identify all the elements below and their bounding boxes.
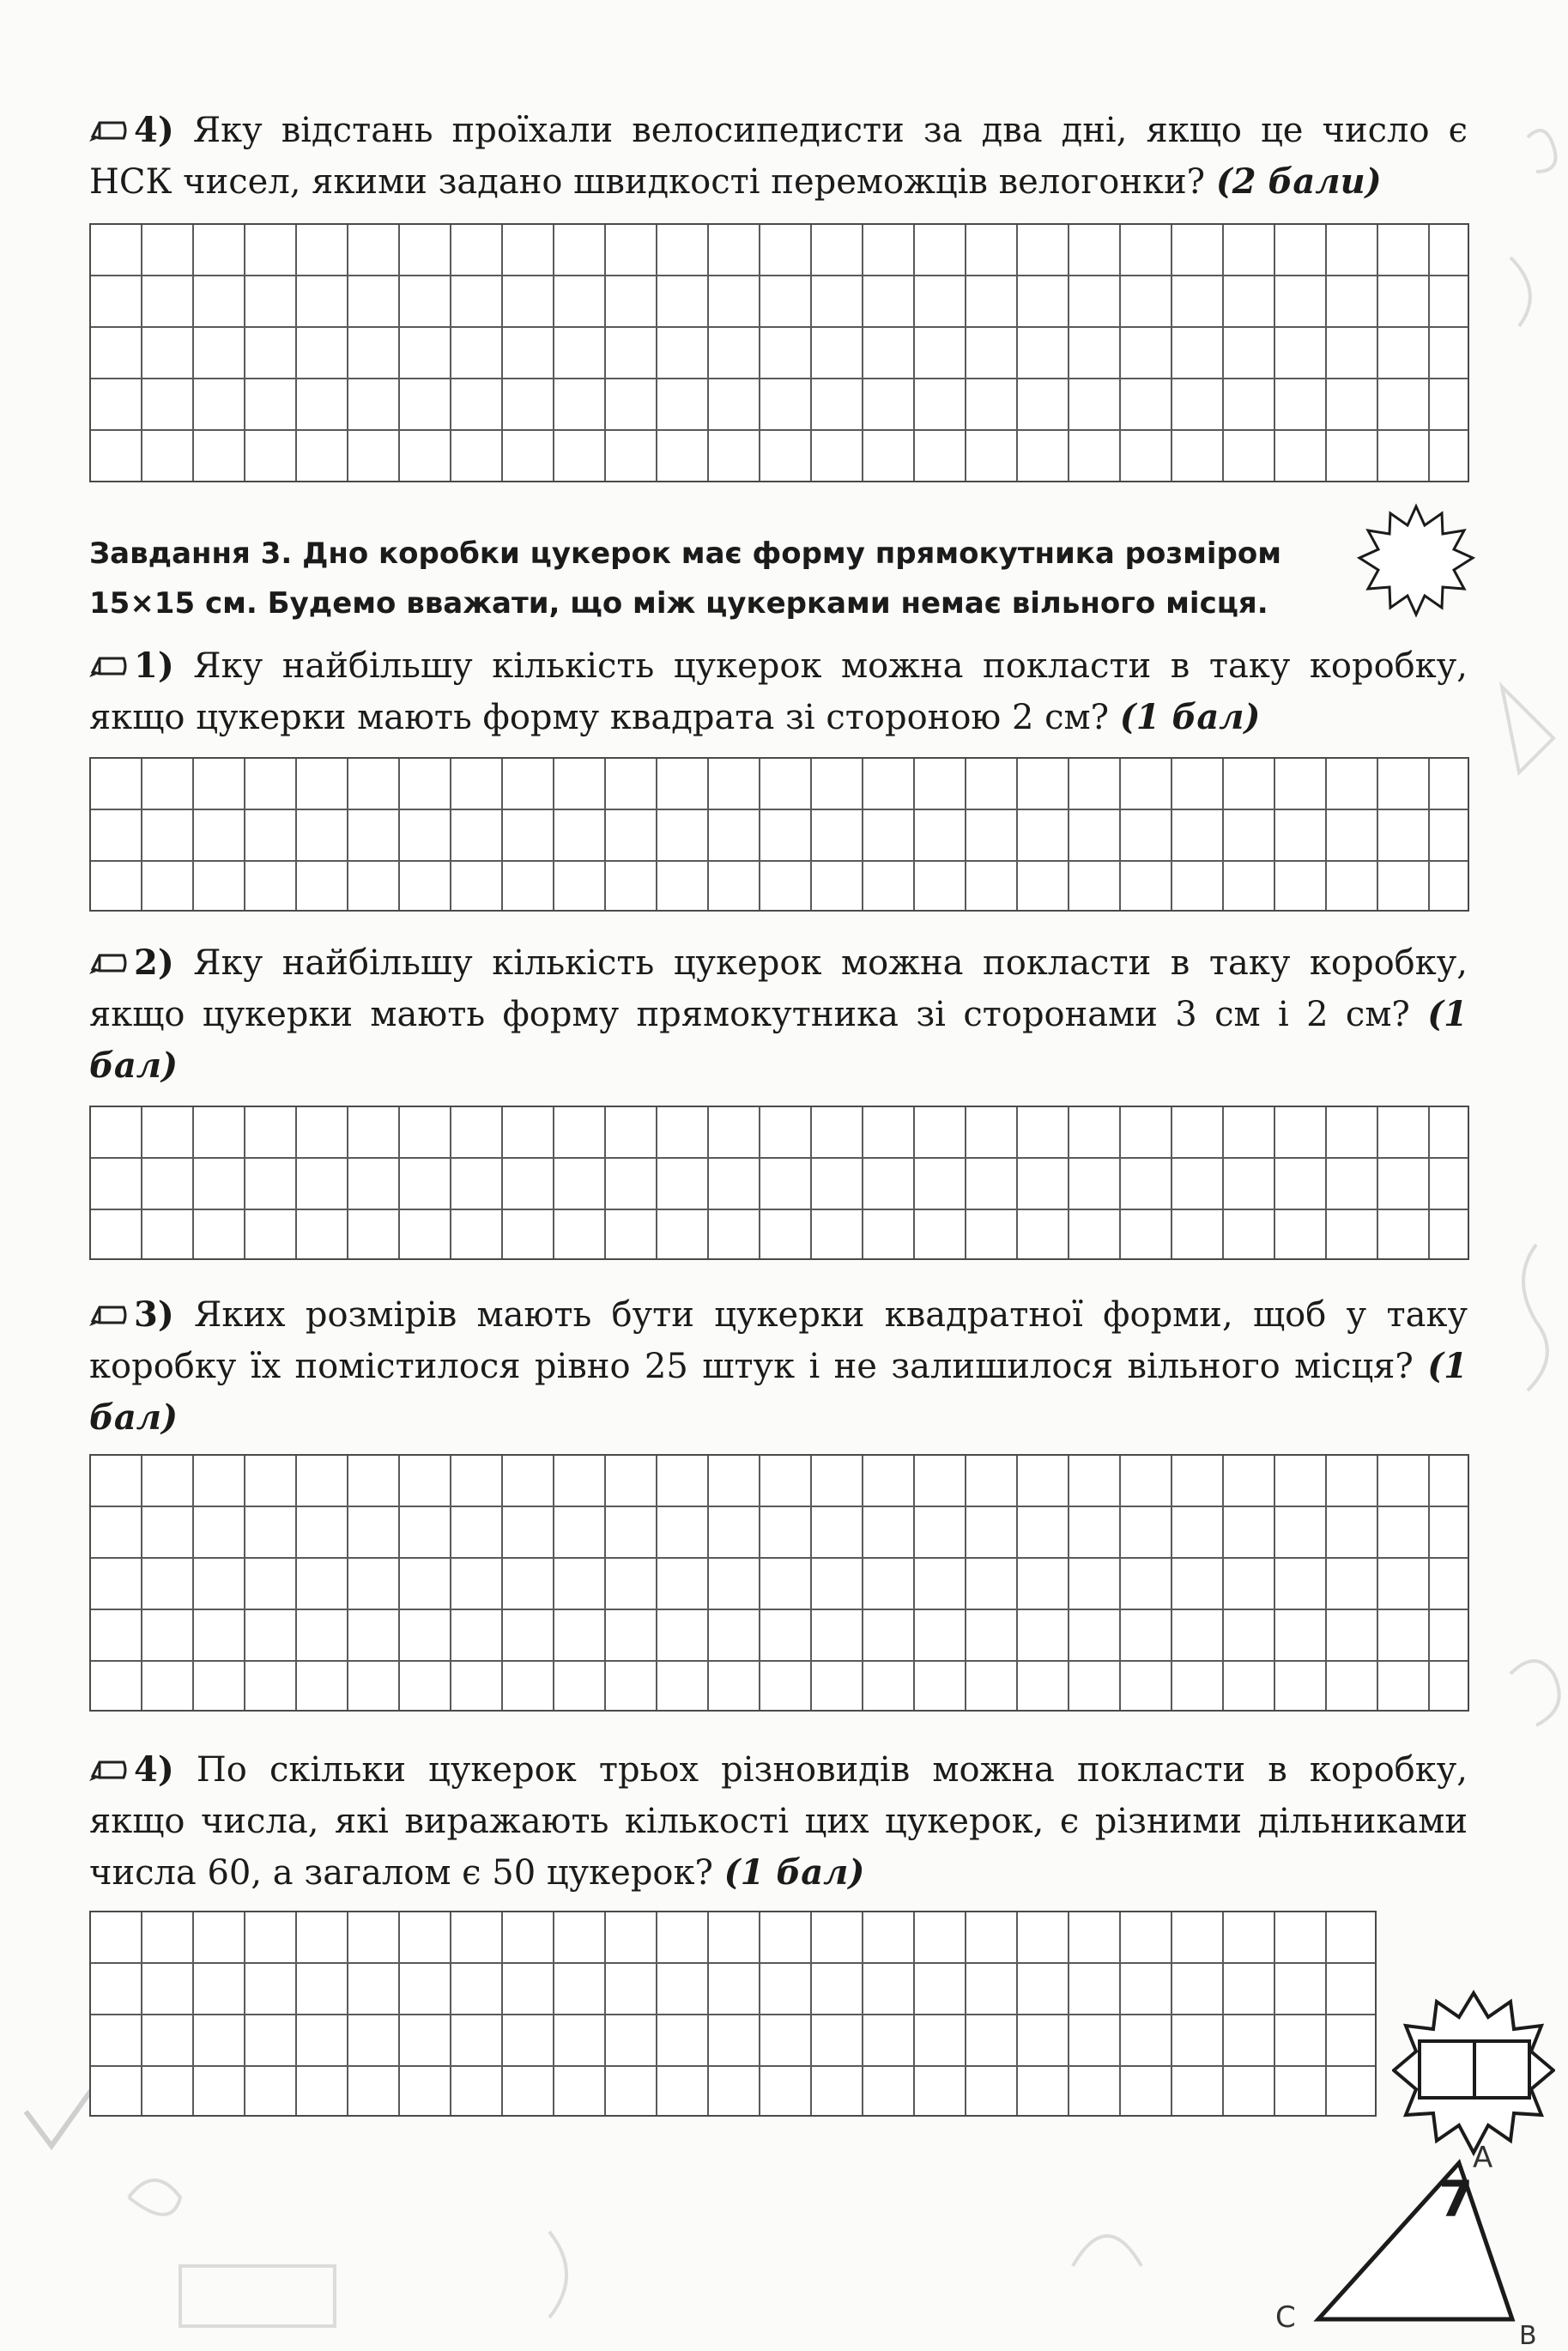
answer-grid-q1[interactable] [89,757,1469,912]
pencil-icon [89,939,129,965]
page-number: 7 [1438,2170,1474,2228]
triangle-label-a: A [1473,2141,1493,2175]
question-2: 2) Яку найбільшу кількість цукерок можна покласти в таку коробку, якщо цукерки мають форму прямокутника зі сторонами 3 см і 2 см? (1 бал) [89,937,1468,1092]
question-4-distance: 4) Яку відстань проїхали велосипедисти за два дні, якщо це число є НСК чисел, якими задано швидкості переможців велогонки? (2 бали) [89,105,1468,208]
answer-grid-1[interactable] [89,223,1469,482]
answer-grid-q2[interactable] [89,1106,1469,1260]
question-3: 3) Яких розмірів мають бути цукерки квадратної форми, щоб у таку коробку їх помістилося рівно 25 штук і не залишилося вільного місця? (1 бал) [89,1289,1468,1444]
pencil-icon [89,106,129,132]
triangle-abc-icon [1279,2151,1536,2340]
score-box-icon [1392,1988,1555,2160]
pencil-icon [89,1291,129,1317]
task-3-statement: Завдання 3. Дно коробки цукерок має форму прямокутника розміром 15×15 см. Будемо вважати, що між цукерками немає вільного місця. [89,536,1282,621]
answer-grid-q4[interactable] [89,1911,1377,2117]
triangle-label-b: B [1519,2321,1537,2351]
task-3-title: Завдання 3. [89,536,293,571]
question-4-candies: 4) По скільки цукерок трьох різновидів можна покласти в коробку, якщо числа, які виражають кількості цих цукерок, є різними дільниками числа 60, а загалом є 50 цукерок? (1 бал) [89,1744,1468,1899]
triangle-label-c: C [1275,2300,1296,2335]
question-1: 1) Яку найбільшу кількість цукерок можна покласти в таку коробку, якщо цукерки мають форму квадрата зі стороною 2 см? (1 бал) [89,640,1468,743]
pencil-icon [89,1746,129,1772]
pencil-icon [89,642,129,668]
starburst-badge-icon [1356,501,1476,621]
answer-grid-q3[interactable] [89,1454,1469,1712]
